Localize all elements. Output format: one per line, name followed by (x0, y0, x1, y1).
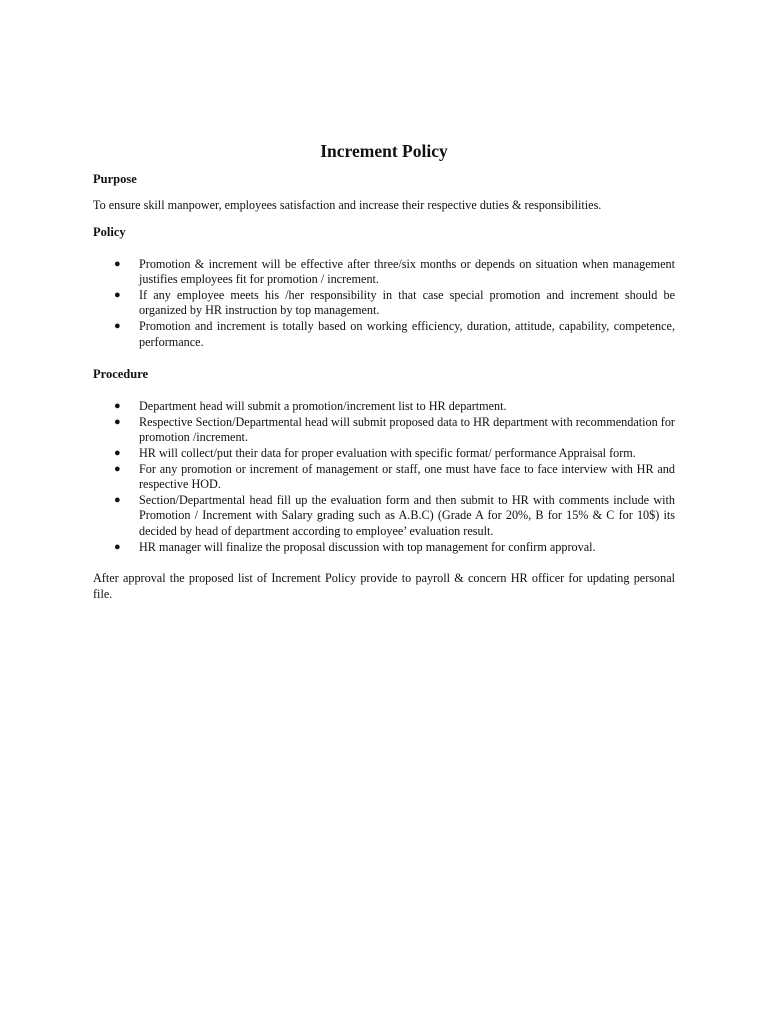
bullet-icon: ● (114, 446, 121, 459)
purpose-text: To ensure skill manpower, employees satisfaction and increase their respective duties & responsibilities. (93, 198, 602, 212)
policy-item-text: Promotion & increment will be effective after three/six months or depends on situation when management justifies employees fit for promotion / increment. (139, 256, 675, 287)
procedure-item (93, 493, 675, 540)
procedure-list (93, 399, 675, 555)
procedure-heading: Procedure (93, 367, 149, 382)
policy-item-text: If any employee meets his /her responsibility in that case special promotion and increment should be organized by HR instruction by top management. (139, 287, 675, 318)
document-title: Increment Policy (320, 141, 448, 161)
policy-heading: Policy (93, 224, 126, 239)
policy-item (93, 257, 675, 288)
procedure-item (93, 540, 675, 556)
procedure-item-text: Department head will submit a promotion/increment list to HR department. (139, 399, 507, 414)
bullet-icon: ● (114, 288, 121, 301)
purpose-heading: Purpose (93, 172, 137, 186)
procedure-item-text: HR will collect/put their data for proper evaluation with specific format/ performance Appraisal form. (139, 445, 636, 460)
procedure-item (93, 446, 675, 462)
bullet-icon: ● (114, 319, 121, 332)
procedure-item-text: For any promotion or increment of management or staff, one must have face to face interview with HR and respective HOD. (139, 461, 675, 492)
procedure-item-text: HR manager will finalize the proposal discussion with top management for confirm approval. (139, 539, 596, 554)
procedure-item (93, 462, 675, 493)
bullet-icon: ● (114, 540, 121, 553)
procedure-item-text: Section/Departmental head fill up the evaluation form and then submit to HR with comments include with Promotion / Increment with Salary grading such as A.B.C) (Grade A for 20%, B for 15% & C for 10$) its decided by head of department according to employee’ evaluation result. (139, 492, 675, 538)
policy-item (93, 288, 675, 319)
policy-item-text: Promotion and increment is totally based on working efficiency, duration, attitude, capability, competence, performance. (139, 318, 675, 349)
procedure-item-text: Respective Section/Departmental head will submit proposed data to HR department with recommendation for promotion /increment. (139, 414, 675, 445)
bullet-icon: ● (114, 257, 121, 270)
document-body (93, 140, 675, 602)
policy-list (93, 257, 675, 351)
bullet-icon: ● (114, 462, 121, 475)
bullet-icon: ● (114, 493, 121, 506)
bullet-icon: ● (114, 415, 121, 428)
closing-paragraph: After approval the proposed list of Increment Policy provide to payroll & concern HR officer for updating personal file. (93, 571, 675, 601)
policy-item (93, 319, 675, 350)
bullet-icon: ● (114, 400, 121, 413)
procedure-item (93, 399, 675, 415)
procedure-item (93, 415, 675, 446)
